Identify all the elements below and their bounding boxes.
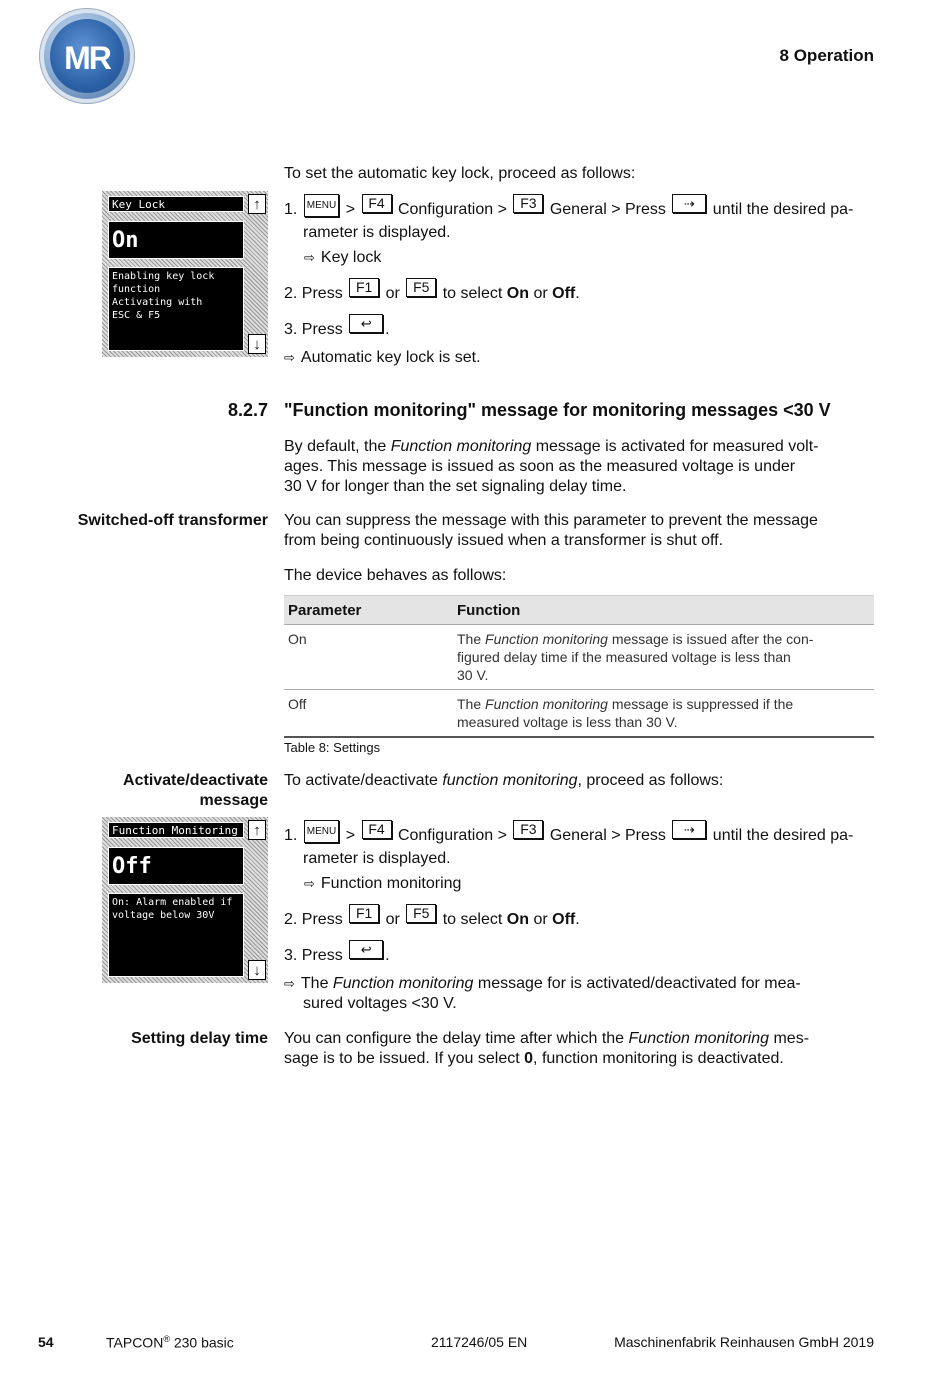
scroll-down-icon: ↓	[248, 960, 266, 980]
f1-key-icon: F1	[349, 904, 379, 923]
side-label-delay: Setting delay time	[131, 1030, 268, 1047]
activate-result-1: ⇨ Function monitoring	[304, 875, 462, 892]
table-row	[284, 690, 874, 738]
side-label-activate: Activate/deactivate message	[123, 772, 268, 809]
enter-key-icon: ↩	[349, 314, 383, 333]
activate-step-3: 3. Press ↩ .	[284, 942, 390, 964]
table-cell-function: The Function monitoring message is suppressed if the measured voltage is less than 30 V.	[453, 690, 874, 738]
keylock-screen	[102, 191, 268, 357]
section-number: 8.2.7	[227, 400, 268, 420]
keylock-step-1: 1. MENU > F4 Configuration > F3 General > Press ⇢ until the desired pa- rameter is displayed.	[284, 195, 854, 241]
screen-description: On: Alarm enabled if voltage below 30V	[108, 893, 244, 977]
section-paragraph-3: The device behaves as follows:	[284, 567, 507, 584]
activate-step-2: 2. Press F1 or F5 to select On or Off.	[284, 905, 580, 928]
logo-text: MR	[64, 40, 110, 76]
result-arrow-icon: ⇨	[284, 976, 295, 991]
activate-step-1: 1. MENU > F4 Configuration > F3 General > Press ⇢ until the desired pa- rameter is displayed.	[284, 821, 854, 867]
section-header: 8 Operation	[779, 46, 874, 65]
f4-key-icon: F4	[362, 194, 392, 213]
screen-title: Function Monitoring	[108, 822, 244, 838]
page-number: 54	[38, 1334, 54, 1350]
company-name: Maschinenfabrik Reinhausen GmbH 2019	[614, 1334, 874, 1350]
side-label-switched-off: Switched-off transformer	[77, 512, 268, 529]
keylock-intro: To set the automatic key lock, proceed as follows:	[284, 165, 636, 182]
scroll-up-icon: ↑	[248, 820, 266, 840]
table-header-function: Function	[453, 596, 874, 625]
f4-key-icon: F4	[362, 820, 392, 839]
section-paragraph-2: You can suppress the message with this parameter to prevent the message from being continuously issued when a transformer is shut off.	[284, 512, 818, 549]
scroll-down-icon: ↓	[248, 334, 266, 354]
menu-key-icon: MENU	[304, 820, 339, 843]
f5-key-icon: F5	[406, 278, 436, 297]
f1-key-icon: F1	[349, 278, 379, 297]
section-paragraph-1: By default, the Function monitoring message is activated for measured volt- ages. This message is issued as soon as the measured voltage is under 30 V for longer than the set signaling delay time.	[284, 438, 819, 495]
enter-key-icon: ↩	[349, 940, 383, 959]
function-monitoring-screen	[102, 817, 268, 983]
table-caption: Table 8: Settings	[284, 740, 381, 755]
section-title: "Function monitoring" message for monitoring messages <30 V	[284, 400, 831, 420]
next-arrow-key-icon: ⇢	[672, 194, 706, 213]
table-row	[284, 625, 874, 690]
activate-intro: To activate/deactivate function monitoring, proceed as follows:	[284, 772, 724, 789]
table-cell-function: The Function monitoring message is issued after the con- figured delay time if the measured voltage is less than 30 V.	[453, 625, 874, 690]
result-arrow-icon: ⇨	[304, 250, 315, 265]
mr-logo	[40, 9, 134, 103]
screen-title: Key Lock	[108, 196, 244, 212]
keylock-step-2: 2. Press F1 or F5 to select On or Off.	[284, 279, 580, 302]
screen-value: On	[108, 221, 244, 259]
keylock-result-1: ⇨ Key lock	[304, 249, 382, 266]
result-arrow-icon: ⇨	[284, 350, 295, 365]
menu-key-icon: MENU	[304, 194, 339, 217]
settings-table-wrapper	[284, 595, 874, 738]
activate-result-3: ⇨ The Function monitoring message for is activated/deactivated for mea- sured voltages <30 V.	[284, 975, 801, 1012]
keylock-step-3: 3. Press ↩ .	[284, 316, 390, 338]
document-number: 2117246/05 EN	[431, 1334, 528, 1350]
screen-value: Off	[108, 847, 244, 885]
f3-key-icon: F3	[513, 194, 543, 213]
table-cell-param: Off	[284, 690, 453, 738]
result-arrow-icon: ⇨	[304, 876, 315, 891]
f5-key-icon: F5	[406, 904, 436, 923]
keylock-result-3: ⇨ Automatic key lock is set.	[284, 349, 481, 366]
scroll-up-icon: ↑	[248, 194, 266, 214]
product-name: TAPCON® 230 basic	[106, 1334, 234, 1351]
settings-table	[284, 595, 874, 738]
delay-paragraph: You can configure the delay time after which the Function monitoring mes- sage is to be issued. If you select 0, function monitoring is deactivated.	[284, 1030, 810, 1067]
screen-description: Enabling key lock function Activating with ESC & F5	[108, 267, 244, 351]
next-arrow-key-icon: ⇢	[672, 820, 706, 839]
table-cell-param: On	[284, 625, 453, 690]
f3-key-icon: F3	[513, 820, 543, 839]
table-header-parameter: Parameter	[284, 596, 453, 625]
